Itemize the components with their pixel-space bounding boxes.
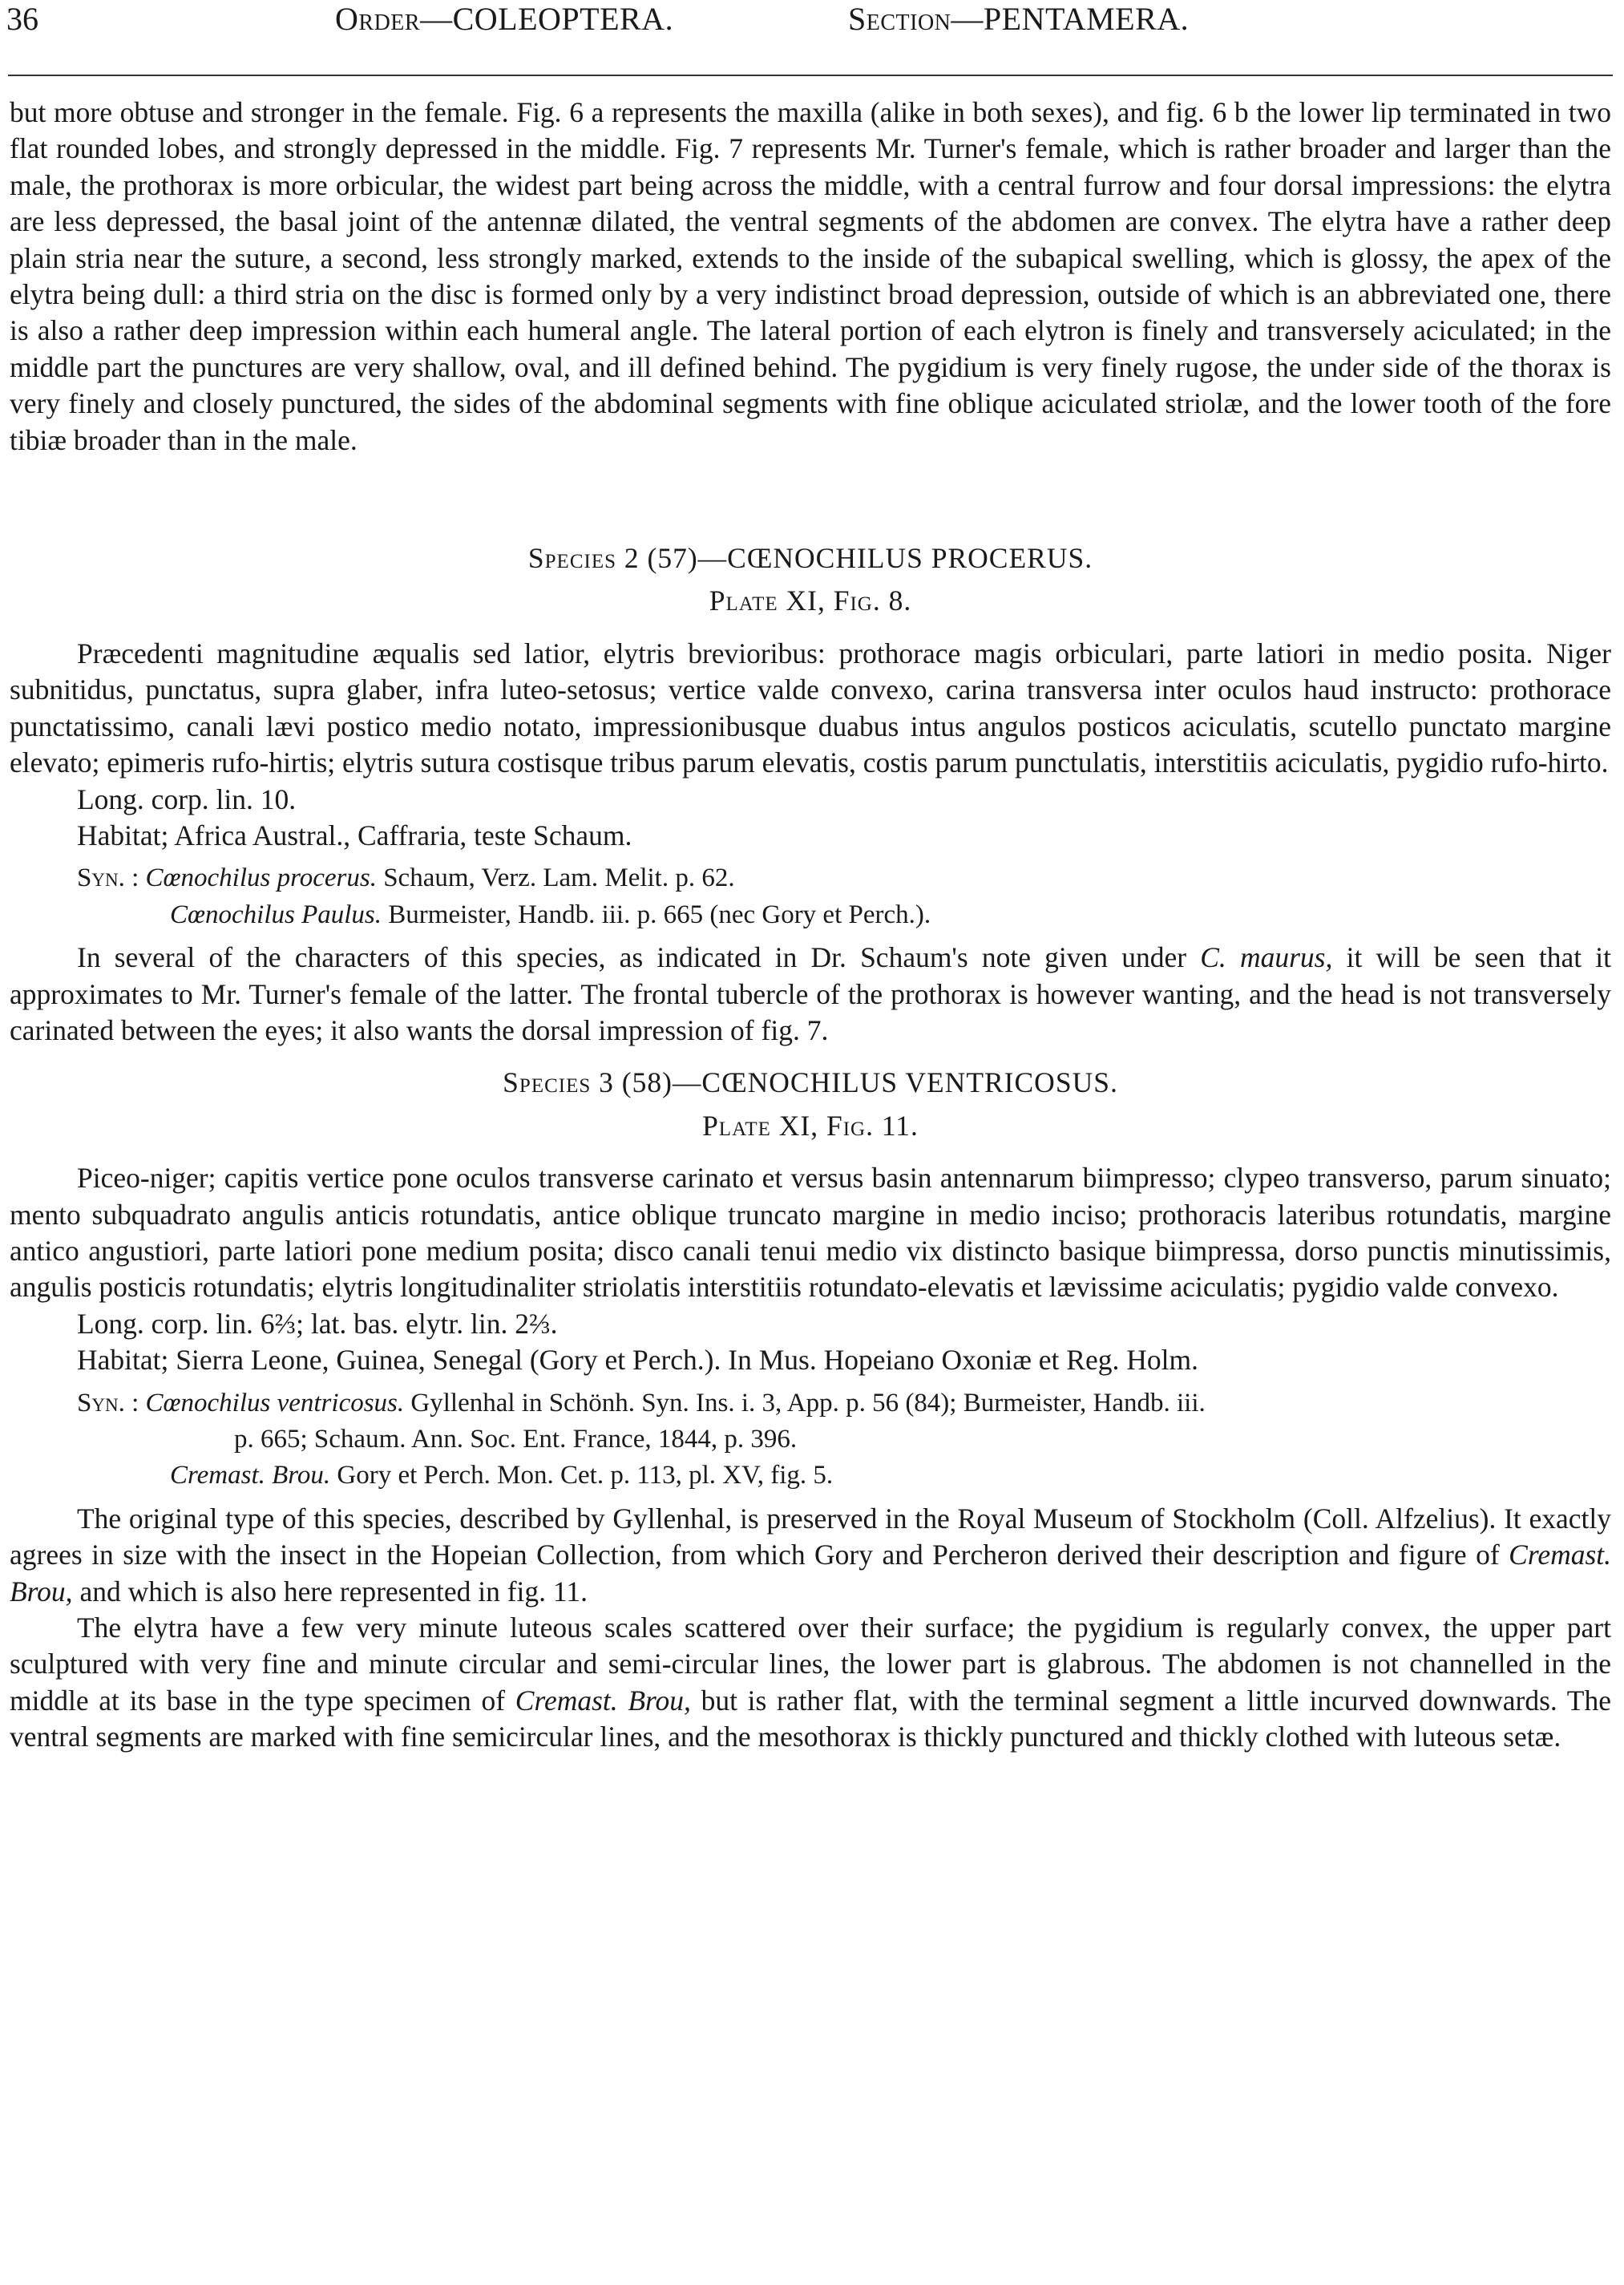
species-2-note: In several of the characters of this species, as indicated in Dr. Schaum's note given under C. maurus, it will be seen that it approximates to Mr. Turner's female of the latter. The frontal tubercle of the prothorax is however wanting, and the head is not transversely carinated between the eyes; it also wants the dorsal impression of fig. 7.	[10, 941, 1612, 1046]
species-3-heading: Species 3 (58)—CŒNOCHILUS VENTRICOSUS.	[503, 1066, 1118, 1099]
synonym-name: Cœnochilus Paulus.	[170, 900, 382, 929]
species-reference: Cremast. Brou,	[515, 1684, 691, 1717]
synonym-reference-continued: p. 665; Schaum. Ann. Soc. Ent. France, 1844, p. 396.	[234, 1425, 798, 1454]
species-3-paragraph-1: The original type of this species, described by Gyllenhal, is preserved in the Royal Museum of Stockholm (Coll. Alfzelius). It exactly agrees in size with the insect in the Hopeian Collection, from which Gory and Percheron derived their description and figure of Cremast. Brou, and which is also here represented in fig. 11.	[10, 1502, 1612, 1608]
species-2-heading: Species 2 (57)—CŒNOCHILUS PROCERUS.	[527, 542, 1093, 575]
page-number: 36	[6, 1, 38, 37]
intro-paragraph: but more obtuse and stronger in the female. Fig. 6 a represents the maxilla (alike in both sexes), and fig. 6 b the lower lip terminated in two flat rounded lobes, and strongly depressed in the middle. Fig. 7 represents Mr. Turner's female, which is rather broader and larger than the male, the prothorax is more orbicular, the widest part being across the middle, with a central furrow and four dorsal impressions: the elytra are less depressed, the basal joint of the antennæ dilated, the ventral segments of the abdomen are convex. The elytra have a rather deep plain stria near the suture, a second, less strongly marked, extends to the inside of the subapical swelling, which is glossy, the apex of the elytra being dull: a third stria on the disc is formed only by a very indistinct broad depression, outside of which is an abbreviated one, there is also a rather deep impression within each humeral angle. The lateral portion of each elytron is finely and transversely aciculated; in the middle part the punctures are very shallow, oval, and ill defined behind. The pygidium is very finely rugose, the under side of the thorax is very finely and closely punctured, the sides of the abdominal segments with fine oblique aciculated striolæ, and the lower tooth of the fore tibiæ broader than in the male.	[10, 96, 1611, 456]
species-3-plate: Plate XI, Fig. 11.	[702, 1109, 919, 1142]
species-2-length: Long. corp. lin. 10.	[77, 783, 297, 815]
species-3-length: Long. corp. lin. 6⅔; lat. bas. elytr. lin. 2⅔.	[77, 1307, 558, 1340]
synonym-reference: Gyllenhal in Schönh. Syn. Ins. i. 3, App. p. 56 (84); Burmeister, Handb. iii.	[410, 1388, 1206, 1418]
synonym-reference: Schaum, Verz. Lam. Melit. p. 62.	[383, 863, 735, 893]
syn-label: Syn. :	[77, 1388, 139, 1418]
synonym-reference: Burmeister, Handb. iii. p. 665 (nec Gory et Perch.).	[388, 900, 931, 929]
synonym-name: Cremast. Brou.	[170, 1461, 331, 1490]
species-reference: C. maurus,	[1200, 941, 1333, 974]
species-2-habitat: Habitat; Africa Austral., Caffraria, teste Schaum.	[77, 819, 632, 851]
species-3-paragraph-2: The elytra have a few very minute luteous scales scattered over their surface; the pygidium is regularly convex, the upper part sculptured with very fine and minute circular and semi-circular lines, the lower part is glabrous. The abdomen is not channelled in the middle at its base in the type specimen of Cremast. Brou, but is rather flat, with the terminal segment a little incurved downwards. The ventral segments are marked with fine semicircular lines, and the mesothorax is thickly punctured and thickly clothed with luteous setæ.	[10, 1612, 1612, 1753]
synonym-reference: Gory et Perch. Mon. Cet. p. 113, pl. XV, fig. 5.	[337, 1461, 834, 1490]
species-2-plate: Plate XI, Fig. 8.	[709, 584, 912, 617]
running-header	[6, 0, 1618, 38]
header-rule	[8, 75, 1613, 76]
species-reference: Cremast. Brou,	[10, 1539, 1612, 1608]
species-2-synonymy	[10, 860, 1611, 933]
header-order: Order—COLEOPTERA.	[335, 1, 674, 37]
syn-label: Syn. :	[77, 863, 139, 893]
header-section: Section—PENTAMERA.	[848, 1, 1190, 37]
page-body	[10, 95, 1611, 1756]
synonym-name: Cœnochilus procerus.	[145, 863, 377, 893]
species-3-synonymy	[10, 1385, 1611, 1494]
species-2-latin-description: Præcedenti magnitudine æqualis sed latior, elytris brevioribus: prothorace magis orbiculari, parte latiori in medio posita. Niger subnitidus, punctatus, supra glaber, infra luteo-setosus; vertice valde convexo, carina transversa inter oculos haud instructo: prothorace punctatissimo, canali lævi postico medio notato, impressionibusque duabus intus angulos posticos aciculatis, scutello punctato margine elevato; epimeris rufo-hirtis; elytris sutura costisque tribus parum elevatis, costis parum punctulatis, interstitiis aciculatis, pygidio rufo-hirto.	[10, 637, 1611, 779]
synonym-name: Cœnochilus ventricosus.	[145, 1388, 405, 1418]
species-3-habitat: Habitat; Sierra Leone, Guinea, Senegal (Gory et Perch.). In Mus. Hopeiano Oxoniæ et Reg. Holm.	[77, 1344, 1198, 1377]
species-3-latin-description: Piceo-niger; capitis vertice pone oculos transverse carinato et versus basin antennarum biimpresso; clypeo transverso, parum sinuato; mento subquadrato angulis anticis rotundatis, antice oblique truncato margine in medio inciso; prothoracis lateribus rotundatis, margine antico angustiori, parte latiori pone medium posita; disco canali tenui medio vix distincto basique biimpressa, dorso punctis minutissimis, angulis posticis rotundatis; elytris longitudinaliter striolatis interstitiis rotundato-elevatis et lævissime aciculatis; pygidio valde convexo.	[10, 1162, 1611, 1304]
